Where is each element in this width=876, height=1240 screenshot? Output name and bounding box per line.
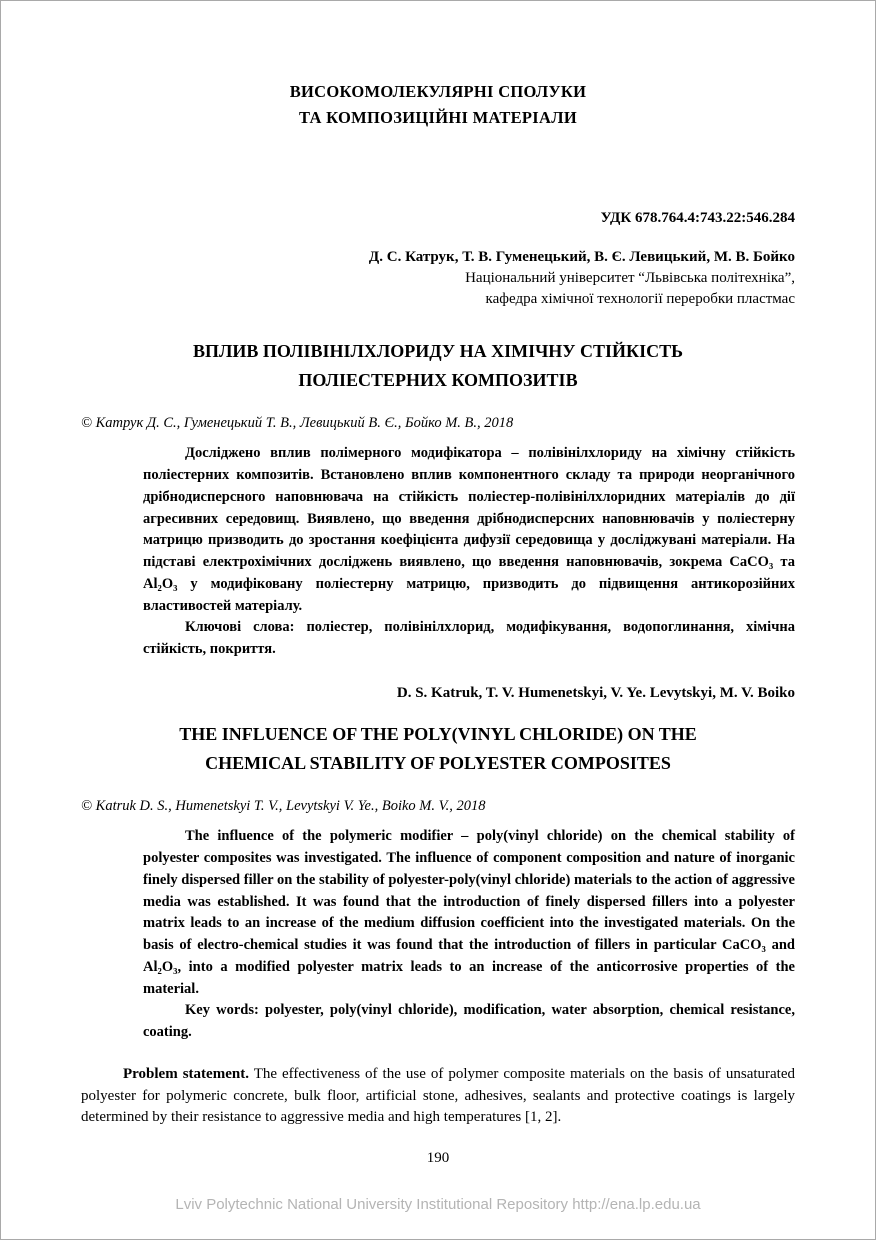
copyright-english: © Katruk D. S., Humenetskyi T. V., Levytskyi V. Ye., Boiko M. V., 2018	[81, 798, 486, 815]
problem-statement-lead: Problem statement.	[123, 1065, 249, 1082]
journal-header-line1: ВИСОКОМОЛЕКУЛЯРНІ СПОЛУКИ	[289, 82, 587, 101]
repository-footer: Lviv Polytechnic National University Institutional Repository http://ena.lp.edu.ua	[175, 1196, 701, 1213]
body-paragraph-problem-statement	[81, 1064, 795, 1129]
article-title-ua-line1: ВПЛИВ ПОЛІВІНІЛХЛОРИДУ НА ХІМІЧНУ СТІЙКІСТЬ	[193, 340, 683, 361]
udc-code: УДК 678.764.4:743.22:546.284	[600, 209, 795, 226]
authors-ukrainian: Д. С. Катрук, Т. В. Гуменецький, В. Є. Левицький, М. В. Бойко	[368, 248, 795, 265]
problem-statement-text: The effectiveness of the use of polymer composite materials on the basis of unsaturated polyester for polymeric concrete, bulk floor, artificial stone, adhesives, sealants and protective coatings is largely determined by their resistance to aggressive media and high temperatures [1, 2].	[81, 1065, 795, 1126]
article-title-english	[81, 720, 795, 778]
article-title-en-line2: CHEMICAL STABILITY OF POLYESTER COMPOSITES	[205, 752, 671, 773]
page-content	[1, 1, 875, 1129]
keywords-ukrainian: Ключові слова: поліестер, полівінілхлорид, модифікування, водопоглинання, хімічна стійкість, покриття.	[143, 619, 795, 658]
copyright-ukrainian: © Катрук Д. С., Гуменецький Т. В., Левицький В. Є., Бойко М. В., 2018	[81, 415, 514, 432]
affiliation-line1: Національний університет “Львівська політехніка”,	[465, 269, 795, 286]
keywords-english: Key words: polyester, poly(vinyl chloride), modification, water absorption, chemical resistance, coating.	[143, 1002, 795, 1041]
page-number: 190	[426, 1150, 450, 1166]
journal-header-line2: ТА КОМПОЗИЦІЙНІ МАТЕРІАЛИ	[299, 108, 577, 128]
article-title-ukrainian	[81, 337, 795, 395]
affiliation-line2: кафедра хімічної технології переробки пластмас	[485, 290, 795, 307]
abstract-english: The influence of the polymeric modifier – poly(vinyl chloride) on the chemical stability of polyester composites was investigated. The influence of component composition and nature of inorganic finely dispersed filler on the stability of polyester-poly(vinyl chloride) materials to the action of aggressive media was established. It was found that the introduction of finely dispersed fillers into a polyester matrix leads to an increase of the medium diffusion coefficient into the investigated materials. On the basis of electro-chemical studies it was found that the introduction of fillers in particular CaCO₃ and Al₂O₃, into a modified polyester matrix leads to an increase of the anticorrosive properties of the material.	[143, 828, 795, 997]
abstract-ukrainian: Досліджено вплив полімерного модифікатора – полівінілхлориду на хімічну стійкість поліестерних композитів. Встановлено вплив компонентного складу та природи неорганічного дрібнодисперсного наповнювача на стійкість поліестер-полівінілхлоридних матеріалів до дії агресивних середовищ. Виявлено, що введення дрібнодисперсних наповнювачів у поліестерну матрицю призводить до зростання коефіцієнта дифузії середовища у досліджувані матеріали. На підставі електрохімічних досліджень виявлено, що введення наповнювачів, зокрема CaCO₃ та Al₂O₃ у модифіковану поліестерну матрицю, призводить до підвищення антикорозійних властивостей матеріалу.	[143, 445, 795, 614]
article-title-en-line1: THE INFLUENCE OF THE POLY(VINYL CHLORIDE) ON THE	[179, 723, 697, 744]
journal-section-header	[81, 79, 795, 132]
authors-english: D. S. Katruk, T. V. Humenetskyi, V. Ye. Levytskyi, M. V. Boiko	[396, 684, 795, 701]
article-title-ua-line2: ПОЛІЕСТЕРНИХ КОМПОЗИТІВ	[298, 369, 578, 390]
